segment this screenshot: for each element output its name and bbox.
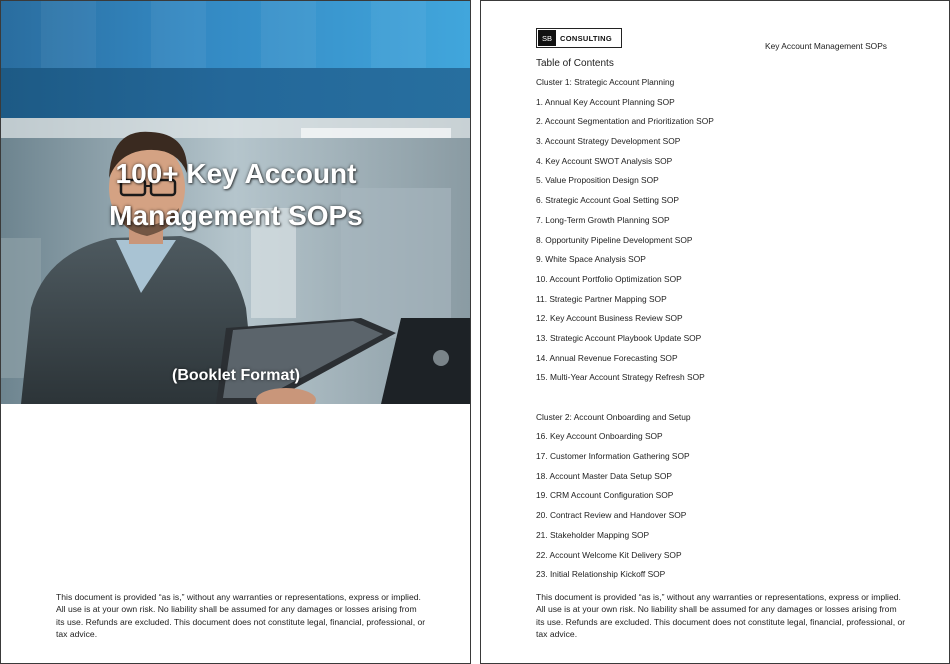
toc-page: [480, 0, 950, 664]
toc-list: [536, 76, 916, 588]
cover-title-line-2: Management SOPs: [109, 200, 363, 231]
toc-heading: Table of Contents: [536, 58, 614, 69]
toc-entry[interactable]: 23. Initial Relationship Kickoff SOP: [536, 569, 666, 580]
toc-entry[interactable]: 9. White Space Analysis SOP: [536, 254, 646, 265]
toc-entry[interactable]: 22. Account Welcome Kit Delivery SOP: [536, 549, 682, 560]
toc-entry[interactable]: 10. Account Portfolio Optimization SOP: [536, 273, 682, 284]
toc-entry[interactable]: 12. Key Account Business Review SOP: [536, 313, 683, 324]
toc-disclaimer: This document is provided “as is,” without any warranties or representations, express or implied. All use is at your own risk. No liability shall be assumed for any damages or losses arising from its use. Refunds are excluded. This document does not constitute legal, financial, professional, or tax advice.: [536, 592, 906, 639]
toc-entry[interactable]: 19. CRM Account Configuration SOP: [536, 490, 674, 501]
cover-title: [61, 153, 411, 237]
toc-cluster-heading[interactable]: Cluster 2: Account Onboarding and Setup: [536, 411, 691, 422]
logo-mark: SB: [538, 30, 556, 46]
toc-entry[interactable]: 4. Key Account SWOT Analysis SOP: [536, 155, 673, 166]
toc-cluster-heading[interactable]: Cluster 1: Strategic Account Planning: [536, 77, 675, 87]
company-logo: [536, 28, 622, 48]
toc-entry[interactable]: 7. Long-Term Growth Planning SOP: [536, 214, 670, 225]
toc-entry[interactable]: 20. Contract Review and Handover SOP: [536, 510, 687, 521]
cover-disclaimer: This document is provided “as is,” without any warranties or representations, express or implied. All use is at your own risk. No liability shall be assumed for any damages or losses arising from its use. Refunds are excluded. This document does not constitute legal, financial, professional, or tax advice.: [56, 592, 426, 639]
toc-entry[interactable]: 15. Multi-Year Account Strategy Refresh SOP: [536, 372, 705, 383]
toc-entry[interactable]: 8. Opportunity Pipeline Development SOP: [536, 234, 693, 245]
toc-entry[interactable]: 1. Annual Key Account Planning SOP: [536, 96, 675, 107]
toc-entry[interactable]: 21. Stakeholder Mapping SOP: [536, 529, 650, 540]
cover-title-line-1: 100+ Key Account: [115, 158, 357, 189]
toc-entry[interactable]: 14. Annual Revenue Forecasting SOP: [536, 352, 678, 363]
cover-dark-strip: [1, 68, 470, 118]
cover-top-band: [1, 1, 470, 68]
toc-entry[interactable]: 16. Key Account Onboarding SOP: [536, 431, 663, 442]
running-header: Key Account Management SOPs: [765, 41, 887, 51]
toc-entry[interactable]: 13. Strategic Account Playbook Update SOP: [536, 332, 702, 343]
cover-subtitle: (Booklet Format): [172, 367, 300, 384]
toc-spacer: [536, 391, 916, 411]
toc-entry[interactable]: 17. Customer Information Gathering SOP: [536, 451, 690, 462]
toc-entry[interactable]: 6. Strategic Account Goal Setting SOP: [536, 195, 679, 206]
logo-text: CONSULTING: [560, 33, 613, 43]
toc-entry[interactable]: 3. Account Strategy Development SOP: [536, 136, 681, 147]
toc-entry[interactable]: 18. Account Master Data Setup SOP: [536, 470, 672, 481]
cover-page: [0, 0, 471, 664]
toc-entry[interactable]: 5. Value Proposition Design SOP: [536, 175, 659, 186]
toc-entry[interactable]: 2. Account Segmentation and Prioritization SOP: [536, 116, 714, 127]
toc-entry[interactable]: 11. Strategic Partner Mapping SOP: [536, 293, 667, 304]
